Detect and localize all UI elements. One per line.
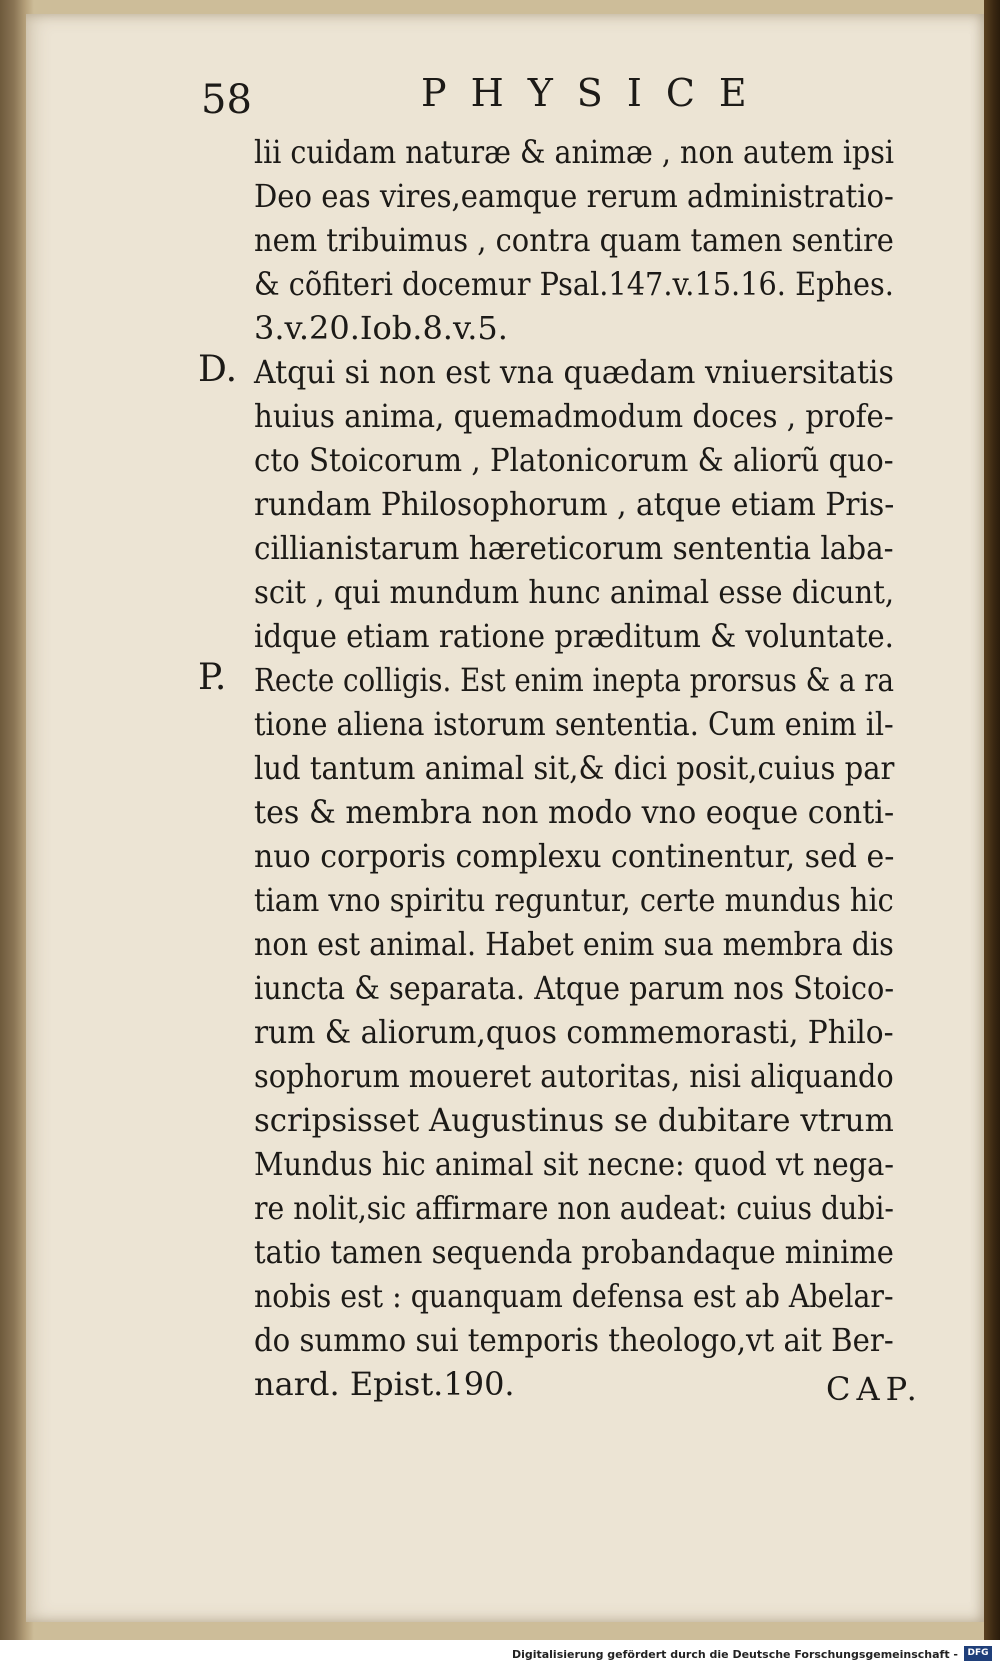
text-line: Recte colligis. Est enim inepta prorsus & a ra	[254, 661, 895, 699]
text-line: & cõfiteri docemur Psal.147.v.15.16. Ephes.	[254, 265, 894, 303]
text-line: do summo sui temporis theologo,vt ait Ber-	[254, 1321, 894, 1359]
text-line: Mundus hic animal sit necne: quod vt nega-	[254, 1145, 895, 1183]
text-line: nuo corporis complexu continentur, sed e-	[254, 837, 895, 875]
dfg-logo: DFG	[964, 1646, 992, 1661]
text-line: lii cuidam naturæ & animæ , non autem ipsi	[254, 133, 894, 171]
text-line: cillianistarum hæreticorum sententia laba-	[254, 529, 894, 567]
book-page	[26, 14, 984, 1622]
footer-credit: Digitalisierung gefördert durch die Deutsche Forschungsgemeinschaft -	[511, 1648, 958, 1661]
text-line: tione aliena istorum sententia. Cum enim il-	[254, 705, 894, 743]
text-line: nem tribuimus , contra quam tamen sentire	[254, 221, 894, 259]
text-line: nobis est : quanquam defensa est ab Abelar-	[254, 1277, 894, 1315]
footer-bar	[0, 1640, 1000, 1671]
text-line: Deo eas vires,eamque rerum administratio-	[254, 177, 894, 215]
text-line: tatio tamen sequenda probandaque minime	[254, 1233, 894, 1271]
text-line: Atqui si non est vna quædam vniuersitatis	[254, 353, 894, 391]
book-edge	[984, 0, 1000, 1640]
text-line: re nolit,sic affirmare non audeat: cuius dubi-	[254, 1189, 894, 1227]
running-head: PHYSICE	[421, 71, 771, 115]
text-line: nard. Epist.190.	[254, 1365, 515, 1403]
text-line: scripsisset Augustinus se dubitare vtrum	[254, 1101, 894, 1139]
text-line: idque etiam ratione præditum & voluntate.	[254, 617, 894, 655]
text-line: tes & membra non modo vno eoque conti-	[254, 793, 895, 831]
text-line: scit , qui mundum hunc animal esse dicunt,	[254, 573, 895, 611]
text-line: rum & aliorum,quos commemorasti, Philo-	[254, 1013, 894, 1051]
page-number: 58	[201, 77, 252, 123]
text-line: sophorum moueret autoritas, nisi aliquando	[254, 1057, 894, 1095]
text-line: rundam Philosophorum , atque etiam Pris-	[254, 485, 895, 523]
catchword: CAP.	[826, 1370, 923, 1408]
speaker-label: D.	[198, 349, 238, 390]
text-line: non est animal. Habet enim sua membra dis	[254, 925, 894, 963]
text-line: lud tantum animal sit,& dici posit,cuius par	[254, 749, 895, 787]
text-line: tiam vno spiritu reguntur, certe mundus hic	[254, 881, 894, 919]
text-line: huius anima, quemadmodum doces , profe-	[254, 397, 894, 435]
text-line: cto Stoicorum , Platonicorum & aliorũ quo-	[254, 441, 894, 479]
text-line: iuncta & separata. Atque parum nos Stoico-	[254, 969, 895, 1007]
speaker-label: P.	[198, 657, 227, 698]
text-line: 3.v.20.Iob.8.v.5.	[254, 309, 508, 347]
